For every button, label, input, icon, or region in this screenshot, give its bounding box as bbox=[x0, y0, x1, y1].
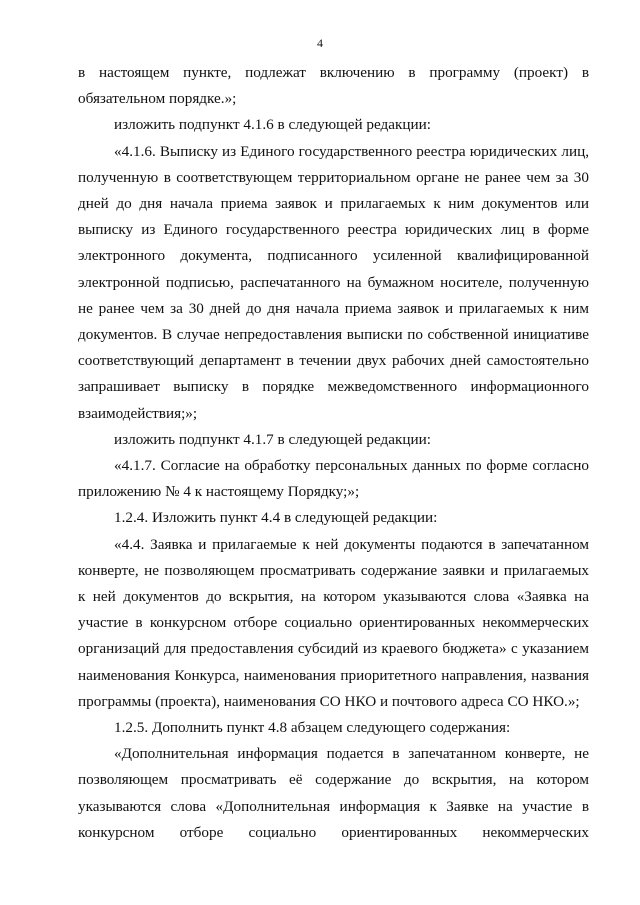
paragraph-4-1-6: «4.1.6. Выписку из Единого государственного реестра юридических лиц, полученную в соответствующем территориальном органе не ранее чем за 30 дней до дня начала приема заявок и прилагаемых к ним документов или выписку из Единого государственного реестра юридических лиц в форме электронного документа, подписанного усиленной квалифицированной электронной подписью, распечатанного на бумажном носителе, полученную не ранее чем за 30 дней до дня начала приема заявок и прилагаемых к ним документов. В случае непредоставления выписки по собственной инициативе соответствующий департамент в течении двух рабочих дней самостоятельно запрашивает выписку в порядке межведомственного информационного взаимодействия;»; bbox=[78, 142, 589, 422]
paragraph-1-2-4: 1.2.4. Изложить пункт 4.4 в следующей редакции: bbox=[114, 509, 438, 527]
paragraph-4-4: «4.4. Заявка и прилагаемые к ней документы подаются в запечатанном конверте, не позволяющем просматривать содержание заявки и прилагаемых к ней документов до вскрытия, на котором указываются слова «Заявка на участие в конкурсном отборе социально ориентированных некоммерческих организаций для предоставления субсидий из краевого бюджета» с указанием наименования Конкурса, наименования приоритетного направления, названия программы (проекта), наименования СО НКО и почтового адреса СО НКО.»; bbox=[78, 535, 589, 710]
page-number: 4 bbox=[317, 36, 323, 50]
paragraph-amend-4-1-7-intro: изложить подпункт 4.1.7 в следующей редакции: bbox=[114, 430, 431, 448]
paragraph-additional-info: «Дополнительная информация подается в запечатанном конверте, не позволяющем просматривать её содержание до вскрытия, на котором указываются слова «Дополнительная информация к Заявке на участие в конкурсном отборе социально ориентированных некоммерческих bbox=[78, 745, 589, 841]
paragraph-4-1-7: «4.1.7. Согласие на обработку персональных данных по форме согласно приложению № 4 к настоящему Порядку;»; bbox=[78, 457, 589, 501]
document-body bbox=[78, 60, 589, 846]
paragraph-amend-4-1-6-intro: изложить подпункт 4.1.6 в следующей редакции: bbox=[114, 116, 431, 134]
paragraph-1-2-5: 1.2.5. Дополнить пункт 4.8 абзацем следующего содержания: bbox=[114, 719, 511, 737]
paragraph-continuation: в настоящем пункте, подлежат включению в программу (проект) в обязательном порядке.»; bbox=[78, 64, 589, 108]
